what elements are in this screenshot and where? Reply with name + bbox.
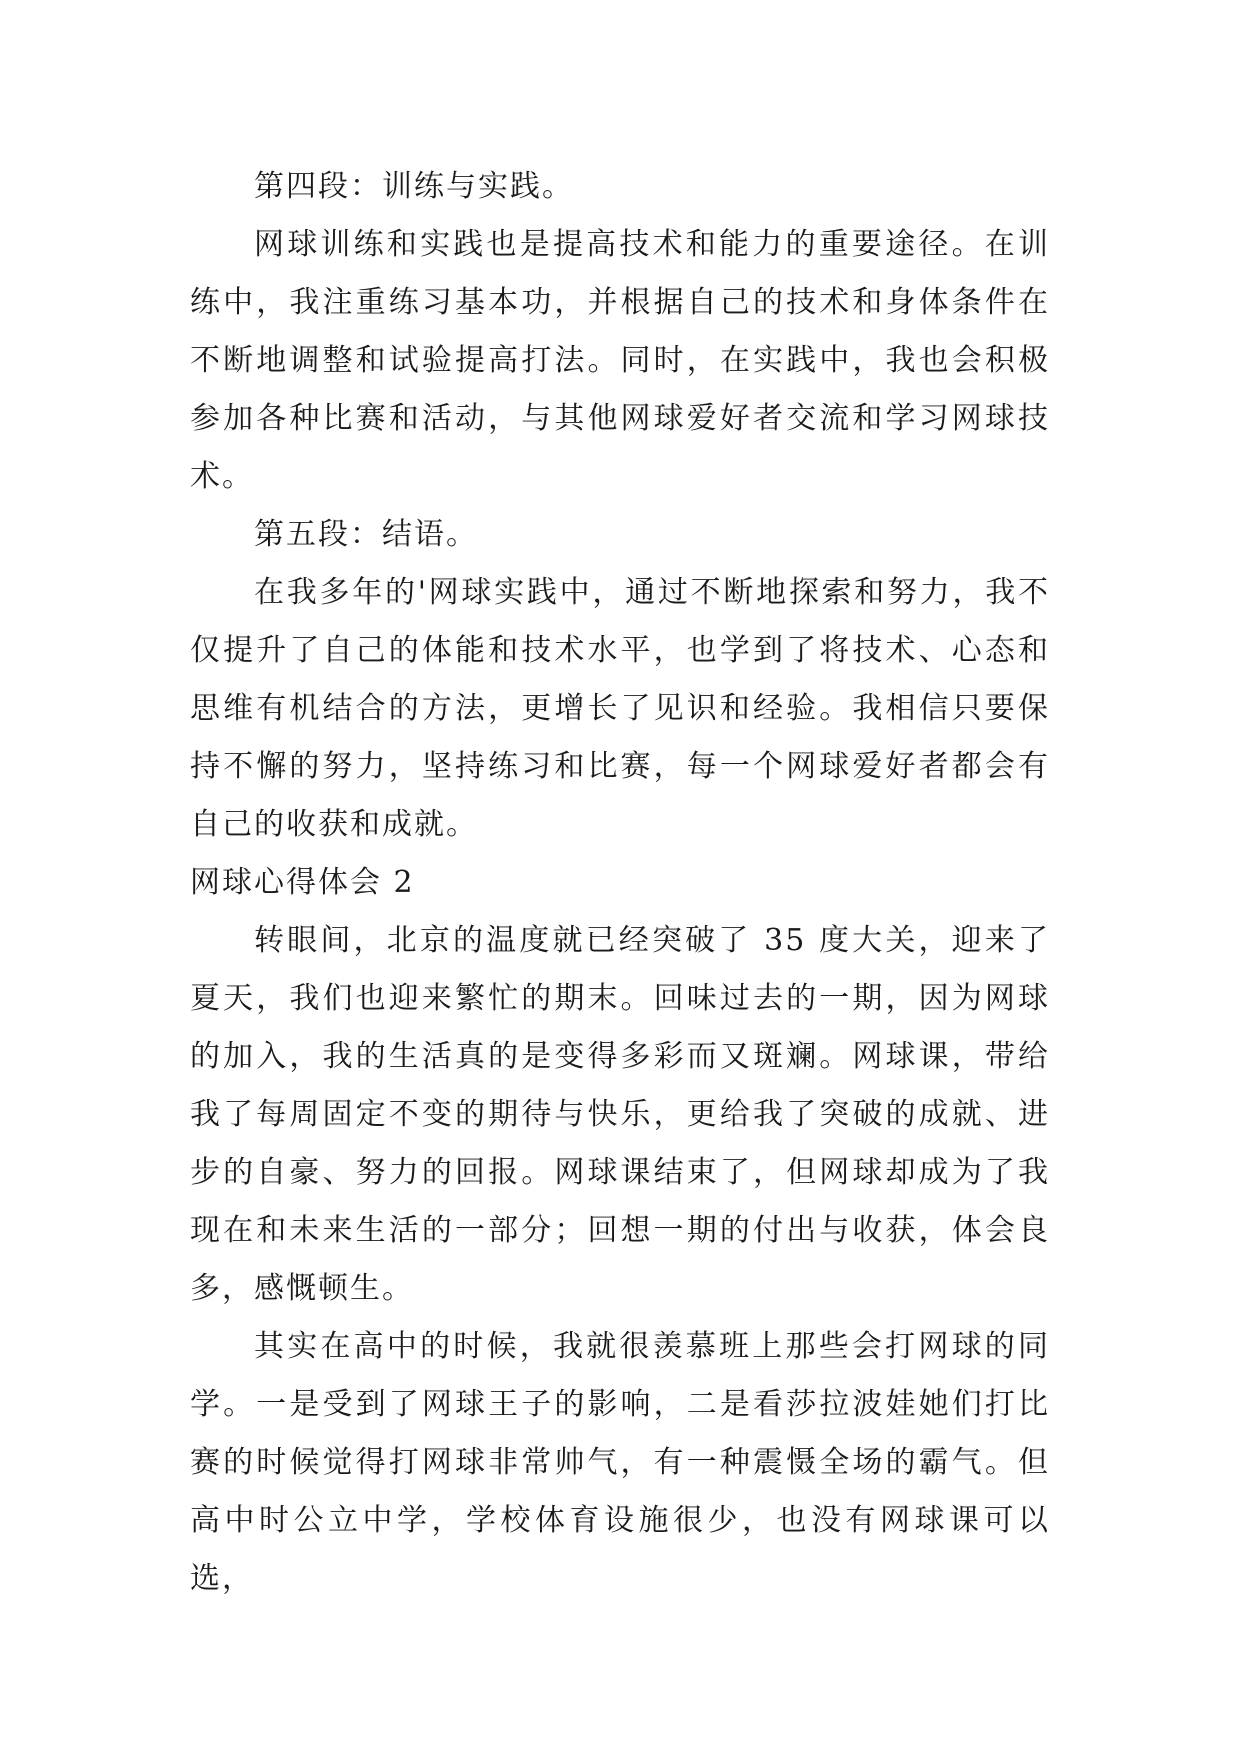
paragraph-conclusion: 在我多年的'网球实践中，通过不断地探索和努力，我不仅提升了自己的体能和技术水平，也学到了将技术、心态和思维有机结合的方法，更增长了见识和经验。我相信只要保持不懈的努力，坚持练习和比赛，每一个网球爱好者都会有自己的收获和成就。	[190, 575, 1050, 842]
document-body	[190, 158, 1050, 1608]
section-heading-4: 第四段：训练与实践。	[254, 169, 574, 204]
paragraph-high-school: 其实在高中的时候，我就很羡慕班上那些会打网球的同学。一是受到了网球王子的影响，二是看莎拉波娃她们打比赛的时候觉得打网球非常帅气，有一种震慑全场的霸气。但高中时公立中学，学校体育设施很少，也没有网球课可以选，	[190, 1329, 1050, 1596]
section-heading-5: 第五段：结语。	[254, 517, 478, 552]
paragraph-summer: 转眼间，北京的温度就已经突破了 35 度大关，迎来了夏天，我们也迎来繁忙的期末。回味过去的一期，因为网球的加入，我的生活真的是变得多彩而又斑斓。网球课，带给我了每周固定不变的期待与快乐，更给我了突破的成就、进步的自豪、努力的回报。网球课结束了，但网球却成为了我现在和未来生活的一部分；回想一期的付出与收获，体会良多，感慨顿生。	[190, 923, 1050, 1306]
essay-title-2: 网球心得体会 2	[190, 865, 415, 900]
paragraph-training: 网球训练和实践也是提高技术和能力的重要途径。在训练中，我注重练习基本功，并根据自己的技术和身体条件在不断地调整和试验提高打法。同时，在实践中，我也会积极参加各种比赛和活动，与其他网球爱好者交流和学习网球技术。	[190, 227, 1050, 494]
